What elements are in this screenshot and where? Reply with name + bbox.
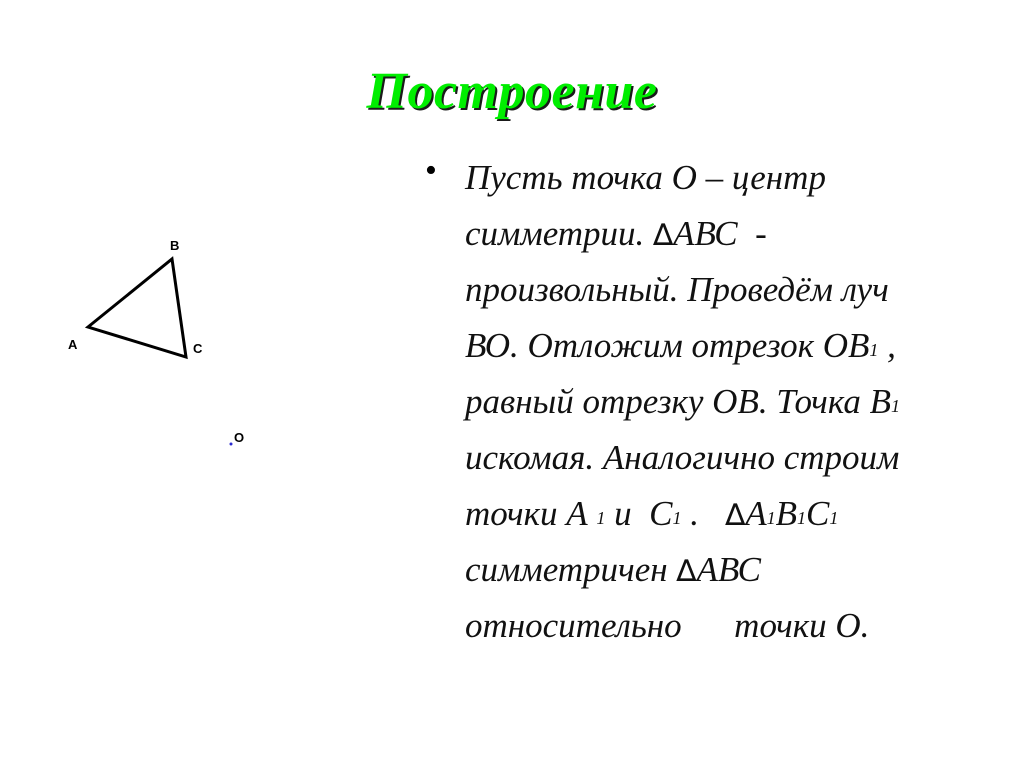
text-line: Пусть точка О – центр: [465, 158, 826, 197]
text-line: точки А $_1$ и $С_1$ . $\Delta А_1В_1С_1$: [465, 494, 839, 533]
delta-icon: ∆: [725, 498, 746, 533]
vertex-label-b: B: [170, 238, 180, 253]
text-line: равный отрезку ОВ. Точка $В_1$: [465, 382, 900, 421]
text-line: симметричен ∆АВС: [465, 550, 761, 589]
text-line: произвольный. Проведём луч: [465, 270, 889, 309]
triangle-abc: [88, 259, 186, 357]
delta-icon: ∆: [676, 554, 697, 589]
point-o: [230, 443, 233, 446]
vertex-label-a: A: [68, 337, 78, 352]
text-line: ВО. Отложим отрезок $ОВ_1$ ,: [465, 326, 896, 365]
vertex-label-c: C: [193, 341, 203, 356]
slide-title: Построение: [366, 63, 658, 120]
text-line: искомая. Аналогично строим: [465, 438, 900, 477]
point-label-o: O: [234, 430, 245, 445]
delta-icon: ∆: [653, 218, 674, 253]
text-line: симметрии. ∆АВС -: [465, 214, 767, 253]
bullet-text: [465, 150, 900, 654]
bullet-dot-icon: •: [425, 152, 437, 189]
text-line: относительно точки О.: [465, 606, 870, 645]
